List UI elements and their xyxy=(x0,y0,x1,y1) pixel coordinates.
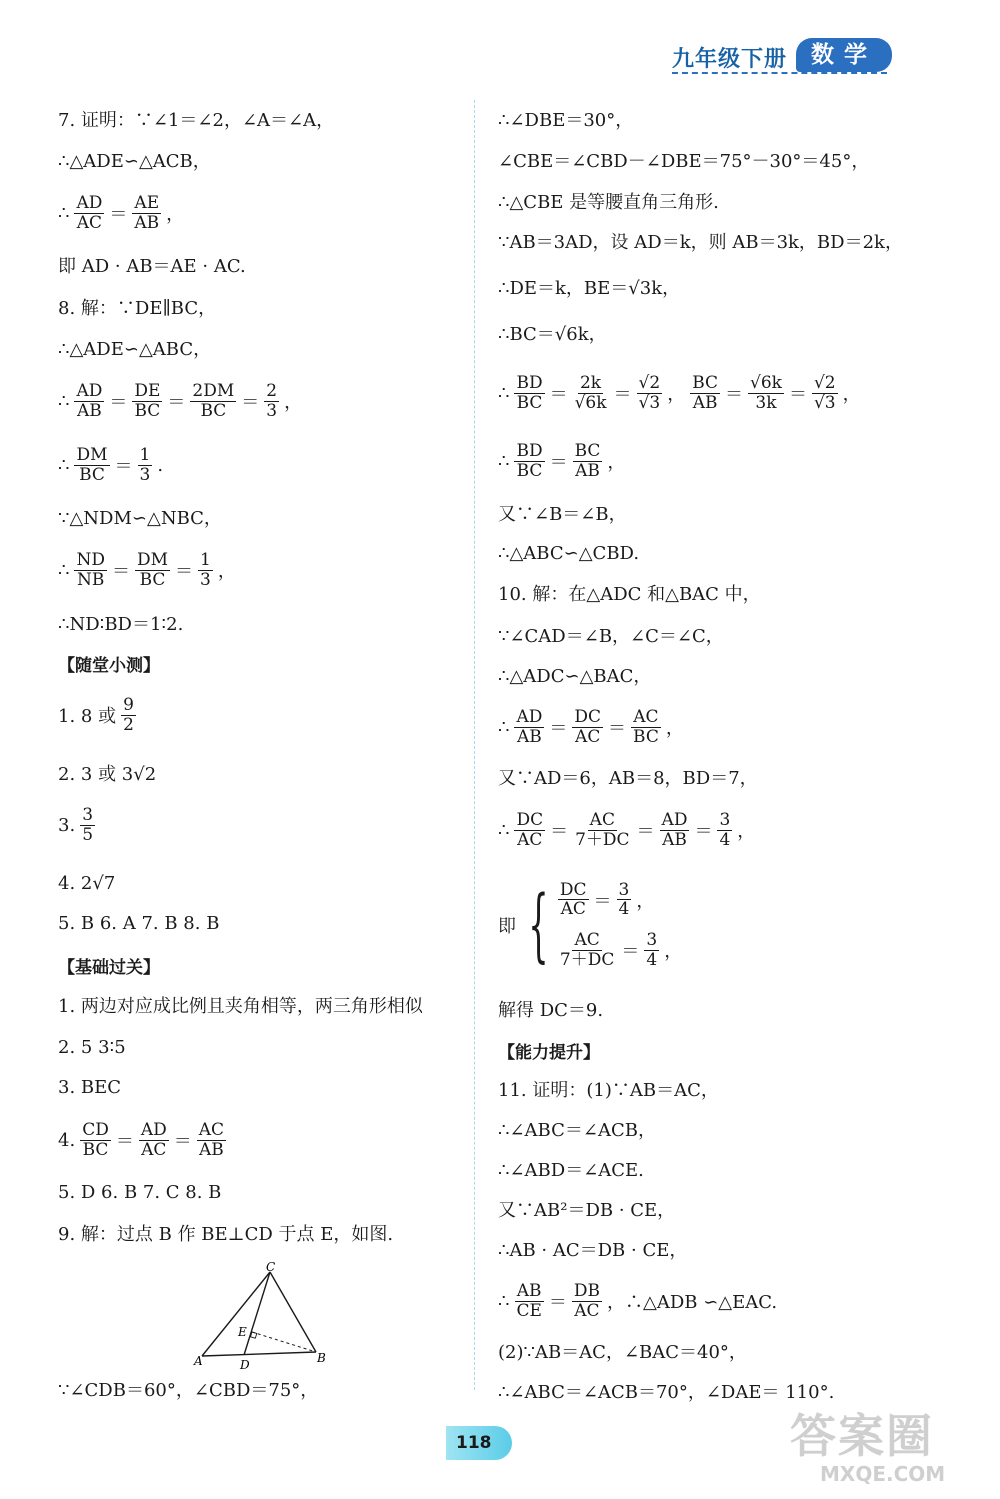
fraction xyxy=(573,811,631,849)
denominator: 3 xyxy=(266,400,278,421)
answer-line: 2. 3 或 3√2 xyxy=(58,764,157,785)
denominator: 4 xyxy=(618,899,630,920)
fraction xyxy=(690,374,720,412)
therefore-symbol: ∴ xyxy=(498,450,510,472)
numerator: AD xyxy=(516,706,543,727)
fraction xyxy=(514,374,544,412)
fraction xyxy=(139,1121,169,1159)
answer-line: 又∵AD＝6，AB＝8，BD＝7， xyxy=(498,768,758,789)
watermark-url: MXQE.COM xyxy=(820,1462,946,1486)
page-header xyxy=(672,38,902,88)
fraction xyxy=(132,382,162,420)
answer-line: 1. 两边对应成比例且夹角相等，两三角形相似 xyxy=(58,996,423,1017)
denominator: 3 xyxy=(139,464,151,485)
watermark-logo-text: 答案圈 xyxy=(790,1409,934,1463)
point-label-c: C xyxy=(266,1262,276,1274)
numerator: DC xyxy=(516,809,544,830)
answer-text: 4. xyxy=(58,1129,76,1151)
punctuation: ， xyxy=(284,392,303,413)
denominator: BC xyxy=(79,464,105,485)
fraction xyxy=(74,382,104,420)
denominator: 3k xyxy=(755,392,777,413)
numerator: DE xyxy=(134,380,161,401)
answer-line: ∴BC＝√6k， xyxy=(498,324,607,345)
answer-line: ∴∠DBE＝30°， xyxy=(498,110,634,131)
punctuation: ， xyxy=(217,561,236,582)
denominator: 4 xyxy=(719,829,731,850)
denominator: AB xyxy=(692,392,718,413)
answer-line: ∴ $\frac{BD}{BC}$ ＝ $\frac{2k}{√6k}$ ＝ $\frac{√2}{√3}$ ， $\frac{BC}{AB}$ ＝ $\frac{√6k}{3k}$ ＝ $\frac{√2}{√3}$ ， xyxy=(498,372,861,413)
denominator: AB xyxy=(575,460,600,481)
denominator: AC xyxy=(141,1139,167,1160)
therefore-symbol: ∴ xyxy=(498,716,510,738)
denominator: AB xyxy=(662,829,687,850)
punctuation: ， xyxy=(636,890,655,912)
numerator: AC xyxy=(198,1119,225,1140)
punctuation: ， xyxy=(665,718,684,739)
punctuation: ， xyxy=(737,821,756,842)
answer-line: 又∵∠B＝∠B， xyxy=(498,504,627,525)
watermark xyxy=(790,1400,990,1495)
answer-line: ∴△CBE 是等腰直角三角形. xyxy=(498,192,719,213)
numerator: 3 xyxy=(646,930,658,950)
system-row: $\frac{AC}{7+DC}$ ＝ $\frac{3}{4}$ ， xyxy=(559,930,683,970)
numerator: √2 xyxy=(638,372,661,393)
denominator: 7＋DC xyxy=(559,949,615,970)
answer-line: 2. 5 3∶5 xyxy=(58,1036,126,1058)
left-brace: { xyxy=(528,878,549,971)
answer-line xyxy=(58,188,184,238)
punctuation: . xyxy=(157,454,164,476)
fraction xyxy=(190,382,236,420)
answer-line: 又∵AB²＝DB · CE， xyxy=(498,1200,676,1221)
answer-line: ∴ $\frac{AD}{AB}$ ＝ $\frac{DE}{BC}$ ＝ $\frac{2DM}{BC}$ ＝ $\frac{2}{3}$ ， xyxy=(58,380,303,421)
segment-ab xyxy=(202,1352,316,1356)
answer-line: ∴ $\frac{DC}{AC}$ ＝ $\frac{AC}{7+DC}$ ＝ $\frac{AD}{AB}$ ＝ $\frac{3}{4}$ ， xyxy=(498,809,756,850)
denominator: AB xyxy=(77,400,102,421)
answer-line: ∴ $\frac{BD}{BC}$ ＝ $\frac{BC}{AB}$ ， xyxy=(498,440,626,481)
segment-ac xyxy=(202,1272,270,1356)
denominator: BC xyxy=(516,460,543,481)
equation-system xyxy=(498,870,682,980)
denominator: BC xyxy=(200,400,227,421)
answer-line: ∴△ADC∽△BAC， xyxy=(498,666,652,687)
answer-line: ∠CBE＝∠CBD－∠DBE＝75°－30°＝45°， xyxy=(498,151,870,172)
answer-line: ∵△NDM∽△NBC， xyxy=(58,508,222,529)
answer-line: ∴ $\frac{DM}{BC}$ ＝ $\frac{1}{3}$ . xyxy=(58,444,164,485)
grade-label: 九年级下册 xyxy=(672,47,788,72)
numerator: 2DM xyxy=(192,380,235,401)
fraction xyxy=(558,881,589,919)
numerator: 3 xyxy=(618,879,630,900)
denominator: NB xyxy=(77,569,105,590)
fraction xyxy=(514,442,544,480)
therefore-symbol: ∴ xyxy=(58,559,70,581)
numerator: AC xyxy=(633,706,659,727)
fraction xyxy=(717,811,732,849)
denominator: AC xyxy=(575,726,601,747)
numerator: 1 xyxy=(200,549,211,570)
numerator: DC xyxy=(559,879,587,900)
answer-line: 11. 证明：(1)∵AB＝AC， xyxy=(498,1080,719,1101)
punctuation: ， xyxy=(842,384,861,405)
numerator: √6k xyxy=(750,372,782,393)
system-row: $\frac{DC}{AC}$ ＝ $\frac{3}{4}$ ， xyxy=(559,879,655,920)
punctuation: ， xyxy=(667,384,686,405)
system-prefix: 即 xyxy=(498,916,516,937)
answer-line: 4. $\frac{CD}{BC}$ ＝ $\frac{AD}{AC}$ ＝ $\frac{AC}{AB}$ xyxy=(58,1119,225,1160)
answer-line: 8. 解：∵DE∥BC， xyxy=(58,298,217,319)
fraction xyxy=(80,806,95,844)
answer-line: ∴△ADE∽△ACB， xyxy=(58,151,211,172)
numerator: AE xyxy=(134,192,160,213)
numerator: BD xyxy=(516,440,543,461)
page-number: 118 xyxy=(446,1426,512,1460)
answer-line xyxy=(58,800,97,850)
section-heading: 【随堂小测】 xyxy=(58,655,160,676)
numerator: 2 xyxy=(266,380,278,401)
fraction xyxy=(558,931,616,969)
answer-text: ，∴△ADB ∽△EAC. xyxy=(607,1292,778,1313)
numerator: AD xyxy=(76,380,103,401)
denominator: 3 xyxy=(200,569,211,590)
answer-line: 5. D 6. B 7. C 8. B xyxy=(58,1181,222,1203)
fraction xyxy=(138,446,153,484)
therefore-symbol: ∴ xyxy=(58,390,70,412)
therefore-symbol: ∴ xyxy=(498,382,510,404)
numerator: BC xyxy=(692,372,719,393)
numerator: AD xyxy=(140,1119,167,1140)
fraction xyxy=(74,194,104,232)
denominator: AC xyxy=(560,899,586,920)
denominator: AB xyxy=(134,212,160,233)
answer-line: ∴ $\frac{ND}{NB}$ ＝ $\frac{DM}{BC}$ ＝ $\frac{1}{3}$ ， xyxy=(58,549,236,590)
punctuation: ， xyxy=(664,941,683,963)
triangle-diagram xyxy=(190,1262,340,1372)
denominator: √6k xyxy=(574,392,607,413)
segment-cd xyxy=(244,1272,270,1355)
fraction xyxy=(514,811,545,849)
answer-line xyxy=(58,690,138,740)
therefore-symbol: ∴ xyxy=(498,819,510,841)
numerator: 3 xyxy=(82,804,94,825)
column-divider xyxy=(474,100,475,1390)
answer-line: ∵∠CAD＝∠B，∠C＝∠C， xyxy=(498,626,724,647)
fraction xyxy=(631,708,661,746)
point-label-e: E xyxy=(238,1325,247,1339)
answer-line: ∵∠CDB＝60°，∠CBD＝75°， xyxy=(58,1380,319,1401)
denominator: 7＋DC xyxy=(575,829,630,850)
brace-rows xyxy=(556,881,682,970)
fraction xyxy=(514,708,544,746)
denominator: 5 xyxy=(82,824,94,845)
denominator: √3 xyxy=(813,392,836,413)
numerator: AC xyxy=(574,930,600,950)
point-label-d: D xyxy=(240,1358,250,1372)
numerator: BD xyxy=(516,372,543,393)
denominator: AC xyxy=(517,829,543,850)
point-label-a: A xyxy=(194,1354,203,1368)
subject-badge: 数学 xyxy=(796,38,892,72)
answer-line: ∴AB · AC＝DB · CE， xyxy=(498,1240,688,1261)
therefore-symbol: ∴ xyxy=(58,454,70,476)
denominator: BC xyxy=(134,400,161,421)
denominator: √3 xyxy=(638,392,661,413)
denominator: 2 xyxy=(123,714,134,735)
denominator: 4 xyxy=(646,949,658,970)
numerator: AC xyxy=(589,809,615,830)
denominator: AC xyxy=(574,1300,600,1321)
fraction xyxy=(197,1121,226,1159)
fraction xyxy=(573,374,609,412)
numerator: 3 xyxy=(719,809,731,830)
numerator: DB xyxy=(573,1280,600,1301)
answer-line: 9. 解：过点 B 作 BE⊥CD 于点 E，如图. xyxy=(58,1224,394,1245)
fraction xyxy=(637,374,663,412)
numerator: AB xyxy=(516,1280,542,1301)
numerator: AD xyxy=(661,809,688,830)
point-label-b: B xyxy=(317,1351,326,1365)
fraction xyxy=(198,551,213,589)
numerator: DC xyxy=(574,706,602,727)
numerator: √2 xyxy=(813,372,836,393)
answer-line: 10. 解：在△ADC 和△BAC 中， xyxy=(498,584,761,605)
answer-line: ∴∠ABC＝∠ACB， xyxy=(498,1120,656,1141)
fraction xyxy=(514,1282,543,1320)
fraction xyxy=(80,1121,111,1159)
denominator: BC xyxy=(139,569,166,590)
fraction xyxy=(617,881,632,919)
denominator: BC xyxy=(633,726,659,747)
fraction xyxy=(644,931,659,969)
section-heading: 【基础过关】 xyxy=(58,957,160,978)
answer-line: ∴∠ABC＝∠ACB＝70°，∠DAE＝ 110°. xyxy=(498,1382,835,1403)
fraction xyxy=(812,374,838,412)
fraction xyxy=(573,442,603,480)
answer-line: (2)∵AB＝AC，∠BAC＝40°， xyxy=(498,1342,747,1363)
answer-line: ∴△ABC∽△CBD. xyxy=(498,542,640,564)
numerator: 2k xyxy=(579,372,602,393)
answer-line: ∴ $\frac{AB}{CE}$ ＝ $\frac{DB}{AC}$ ，∴△ADB ∽△EAC. xyxy=(498,1280,778,1321)
answer-line: ∴△ADE∽△ABC， xyxy=(58,339,212,360)
section-heading: 【能力提升】 xyxy=(498,1042,600,1063)
answer-line: ∴∠ABD＝∠ACE. xyxy=(498,1160,644,1181)
answer-line: 4. 2√7 xyxy=(58,872,116,894)
numerator: CD xyxy=(82,1119,109,1140)
answer-line: 5. B 6. A 7. B 8. B xyxy=(58,912,220,934)
denominator: AB xyxy=(517,726,542,747)
answer-line: 即 AD · AB＝AE · AC. xyxy=(58,256,246,277)
answer-text: 1. 8 或 xyxy=(58,706,117,727)
fraction xyxy=(74,446,109,484)
answer-line: ∵AB＝3AD，设 AD＝k，则 AB＝3k，BD＝2k， xyxy=(498,232,903,253)
fraction xyxy=(572,1282,602,1320)
punctuation: ， xyxy=(166,204,185,225)
numerator: DM xyxy=(76,444,108,465)
denominator: AB xyxy=(199,1139,224,1160)
answer-line: ∴DE＝k，BE＝√3k， xyxy=(498,278,681,299)
answer-line: 7. 证明：∵∠1＝∠2，∠A＝∠A， xyxy=(58,110,335,131)
fraction xyxy=(748,374,784,412)
brace-group xyxy=(519,878,683,971)
fraction xyxy=(74,551,107,589)
therefore-symbol: ∴ xyxy=(498,1290,510,1312)
therefore-symbol: ∴ xyxy=(58,202,70,224)
fraction xyxy=(572,708,603,746)
denominator: CE xyxy=(516,1300,542,1321)
right-angle-mark xyxy=(251,1332,257,1338)
header-rule xyxy=(672,72,887,74)
answer-line: 解得 DC＝9. xyxy=(498,1000,604,1021)
numerator: BC xyxy=(574,440,601,461)
denominator: BC xyxy=(516,392,543,413)
denominator: AC xyxy=(76,212,103,233)
denominator: BC xyxy=(82,1139,109,1160)
fraction xyxy=(264,382,279,420)
numerator: 9 xyxy=(123,694,134,715)
fraction xyxy=(660,811,690,849)
fraction xyxy=(121,696,136,734)
fraction xyxy=(135,551,170,589)
fraction xyxy=(132,194,161,232)
numerator: 1 xyxy=(139,444,151,465)
punctuation: ， xyxy=(607,452,626,473)
answer-text: 3. xyxy=(58,814,76,836)
equals: ＝ xyxy=(109,204,128,225)
numerator: ND xyxy=(76,549,105,570)
answer-line: ∴ $\frac{AD}{AB}$ ＝ $\frac{DC}{AC}$ ＝ $\frac{AC}{BC}$ ， xyxy=(498,706,684,747)
answer-line: ∴ND∶BD＝1∶2. xyxy=(58,614,184,635)
answer-line: 3. BEC xyxy=(58,1076,122,1098)
numerator: DM xyxy=(136,549,169,570)
numerator: AD xyxy=(76,192,103,213)
